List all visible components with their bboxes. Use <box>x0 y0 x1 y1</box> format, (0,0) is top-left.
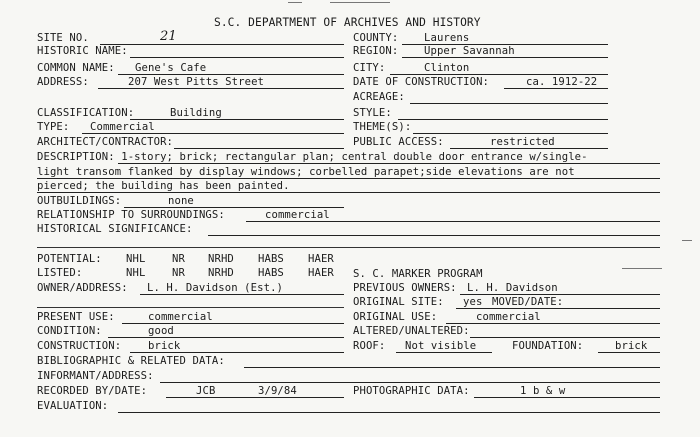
relationship-line <box>246 221 660 222</box>
recorded-date-value: 3/9/84 <box>258 385 297 397</box>
present-use-line <box>122 323 344 324</box>
description-rule-1 <box>118 163 660 164</box>
previous-owners-line <box>460 294 660 295</box>
listed-label: LISTED: <box>37 267 83 279</box>
site-no-value: 21 <box>160 29 177 44</box>
description-rule-2 <box>37 178 660 179</box>
condition-line <box>108 337 344 338</box>
historic-name-line <box>130 57 344 58</box>
scan-mark <box>288 2 302 3</box>
region-value: Upper Savannah <box>424 45 515 57</box>
theme-label: THEME(S): <box>353 121 412 133</box>
previous-owners-label: PREVIOUS OWNERS: <box>353 282 457 294</box>
recorded-line <box>166 397 344 398</box>
roof-line <box>396 352 492 353</box>
type-label: TYPE: <box>37 121 70 133</box>
original-site-value: yes <box>463 296 483 308</box>
previous-owners-value: L. H. Davidson <box>467 282 558 294</box>
original-use-value: commercial <box>476 311 541 323</box>
potential-code-nrhd: NRHD <box>208 253 234 265</box>
relationship-label: RELATIONSHIP TO SURROUNDINGS: <box>37 209 225 221</box>
description-rule-3 <box>37 192 660 193</box>
construction-label: CONSTRUCTION: <box>37 340 122 352</box>
present-use-label: PRESENT USE: <box>37 311 115 323</box>
photographic-line <box>474 397 660 398</box>
relationship-value: commercial <box>265 209 330 221</box>
acreage-line <box>410 103 608 104</box>
address-value: 207 West Pitts Street <box>128 76 265 88</box>
address-line <box>98 88 344 89</box>
listed-code-haer: HAER <box>308 267 334 279</box>
informant-label: INFORMANT/ADDRESS: <box>37 370 154 382</box>
classification-value: Building <box>170 107 222 119</box>
section-divider <box>37 247 660 248</box>
public-access-line <box>450 148 608 149</box>
altered-line <box>470 337 660 338</box>
classification-label: CLASSIFICATION: <box>37 107 135 119</box>
foundation-label: FOUNDATION: <box>512 340 584 352</box>
moved-date-label: MOVED/DATE: <box>492 296 564 308</box>
bibliographic-line <box>244 367 660 368</box>
owner-divider <box>37 307 344 308</box>
common-name-line <box>118 74 344 75</box>
condition-value: good <box>148 325 174 337</box>
acreage-label: ACREAGE: <box>353 91 405 103</box>
foundation-value: brick <box>615 340 648 352</box>
potential-label: POTENTIAL: <box>37 253 102 265</box>
address-label: ADDRESS: <box>37 76 89 88</box>
construction-value: brick <box>148 340 181 352</box>
roof-label: ROOF: <box>353 340 386 352</box>
department-title: S.C. DEPARTMENT OF ARCHIVES AND HISTORY <box>214 16 481 29</box>
owner-value: L. H. Davidson (Est.) <box>147 282 284 294</box>
outbuildings-value: none <box>168 195 194 207</box>
informant-line <box>160 382 660 383</box>
region-line <box>402 57 608 58</box>
recorded-label: RECORDED BY/DATE: <box>37 385 148 397</box>
evaluation-label: EVALUATION: <box>37 400 109 412</box>
classification-line <box>130 119 344 120</box>
potential-code-habs: HABS <box>258 253 284 265</box>
recorded-by-value: JCB <box>196 385 216 397</box>
original-use-label: ORIGINAL USE: <box>353 311 438 323</box>
scan-mark <box>622 268 662 269</box>
bibliographic-label: BIBLIOGRAPHIC & RELATED DATA: <box>37 355 225 367</box>
outbuildings-line <box>124 207 344 208</box>
owner-label: OWNER/ADDRESS: <box>37 282 128 294</box>
altered-label: ALTERED/UNALTERED: <box>353 325 470 337</box>
description-line-3: pierced; the building has been painted. <box>37 180 290 192</box>
scan-mark <box>682 240 692 241</box>
evaluation-line <box>118 412 660 413</box>
style-line <box>398 119 608 120</box>
type-line <box>82 133 344 134</box>
listed-code-habs: HABS <box>258 267 284 279</box>
common-name-value: Gene's Cafe <box>135 62 207 74</box>
region-label: REGION: <box>353 45 399 57</box>
city-line <box>390 74 608 75</box>
original-site-line <box>456 308 660 309</box>
description-line-2: light transom flanked by display windows; corbelled parapet;side elevations are not <box>37 166 575 178</box>
public-access-value: restricted <box>490 136 555 148</box>
significance-line <box>208 235 660 236</box>
common-name-label: COMMON NAME: <box>37 62 115 74</box>
original-site-label: ORIGINAL SITE: <box>353 296 444 308</box>
historic-name-label: HISTORIC NAME: <box>37 45 128 57</box>
description-line-1: DESCRIPTION: 1-story; brick; rectangular plan; central double door entrance w/single- <box>37 151 588 163</box>
date-label: DATE OF CONSTRUCTION: <box>353 76 490 88</box>
marker-program-heading: S. C. MARKER PROGRAM <box>353 268 483 280</box>
owner-line <box>140 294 344 295</box>
roof-value: Not visible <box>405 340 477 352</box>
public-access-label: PUBLIC ACCESS: <box>353 136 444 148</box>
photographic-label: PHOTOGRAPHIC DATA: <box>353 385 470 397</box>
scan-mark <box>330 2 390 3</box>
original-use-line <box>446 323 660 324</box>
potential-code-nhl: NHL <box>126 253 146 265</box>
site-no-line <box>100 44 344 45</box>
photographic-value: 1 b & w <box>520 385 566 397</box>
county-value: Laurens <box>424 32 470 44</box>
architect-line <box>174 148 344 149</box>
city-value: Clinton <box>424 62 470 74</box>
site-no-label: SITE NO. <box>37 32 89 44</box>
potential-code-haer: HAER <box>308 253 334 265</box>
foundation-line <box>598 352 660 353</box>
theme-line <box>413 133 608 134</box>
date-value: ca. 1912-22 <box>526 76 598 88</box>
listed-code-nrhd: NRHD <box>208 267 234 279</box>
significance-label: HISTORICAL SIGNIFICANCE: <box>37 223 193 235</box>
outbuildings-label: OUTBUILDINGS: <box>37 195 122 207</box>
style-label: STYLE: <box>353 107 392 119</box>
type-value: Commercial <box>90 121 155 133</box>
potential-code-nr: NR <box>172 253 185 265</box>
county-label: COUNTY: <box>353 32 399 44</box>
condition-label: CONDITION: <box>37 325 102 337</box>
city-label: CITY: <box>353 62 386 74</box>
date-line <box>504 88 608 89</box>
present-use-value: commercial <box>148 311 213 323</box>
listed-code-nhl: NHL <box>126 267 146 279</box>
architect-label: ARCHITECT/CONTRACTOR: <box>37 136 174 148</box>
listed-code-nr: NR <box>172 267 185 279</box>
construction-line <box>130 352 344 353</box>
